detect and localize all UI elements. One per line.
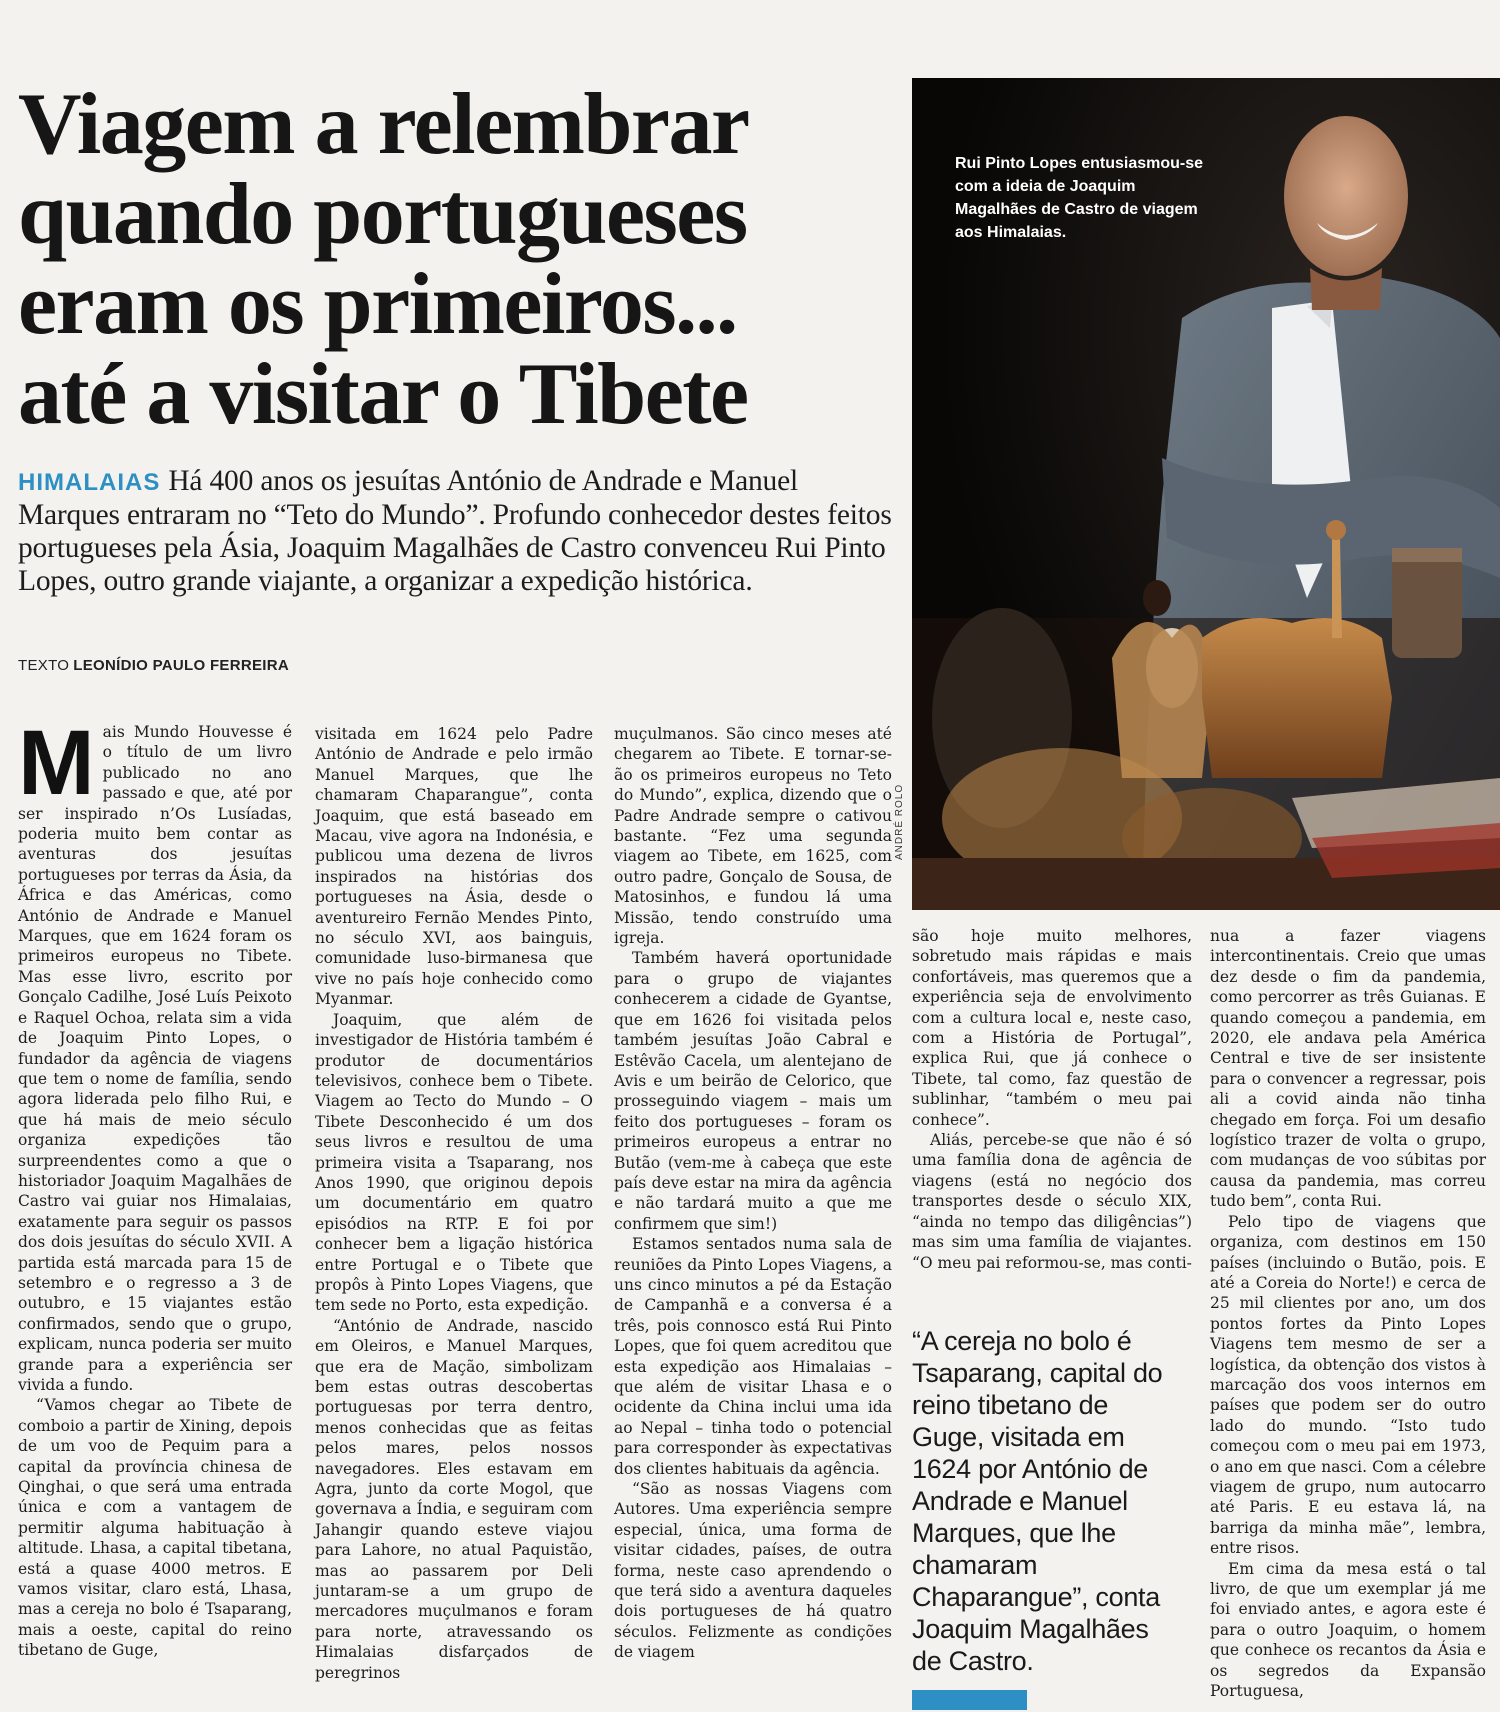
- standfirst: [18, 465, 894, 598]
- body-paragraph: Em cima da mesa está o tal livro, de que um exemplar já me foi enviado antes, e agora este é para o outro Joaquim, o homem que conhece os recantos da Ásia e os segredos da Expansão Portuguesa,: [1210, 1559, 1486, 1701]
- body-column-1: [18, 712, 292, 1661]
- body-paragraph: Também haverá oportunidade para o grupo de viajantes conhecerem a cidade de Gyantse, que em 1626 foi visitada pelos também jesuítas João Cabral e Estêvão Cacela, um alentejano de Avis e um beirão de Celorico, que prosseguindo viagem – mais um feito dos portugueses – foram os primeiros europeus a entrar no Butão (vem-me à cabeça que este país deve estar na mira da agência e não tardará muito a que me confirmem que sim!): [614, 949, 892, 1233]
- body-column-5: [1210, 926, 1486, 1701]
- body-column-4: [912, 926, 1192, 1273]
- headline-line: até a visitar o Tibete: [18, 346, 748, 443]
- body-paragraph: ais Mundo Houvesse é o título de um livro publicado no ano passado e que, até por ser inspirado n’Os Lusíadas, poderia muito bem contar as aventuras dos jesuítas portugueses por terras da Ásia, da África e das Américas, como António de Andrade e Manuel Marques, que em 1624 foram os primeiros europeus no Tibete. Mas esse livro, escrito por Gonçalo Cadilhe, José Luís Peixoto e Raquel Ochoa, relata sim a vida de Joaquim Pinto Lopes, o fundador da agência de viagens que tem o nome de família, sendo agora liderada pelo filho Rui, e que há mais de meio século organiza expedições tão surpreendentes como a que o historiador Joaquim Magalhães de Castro vai guiar nos Himalaias, exatamente para seguir os passos dos dois jesuítas do século XVII. A partida está marcada para 15 de setembro e o regresso a 3 de outubro, e 15 viajantes estão confirmados, sendo que o grupo, explicam, nunca poderia ser muito grande para a experiência ser vivida a fundo.: [18, 723, 292, 1394]
- standfirst-text: Há 400 anos os jesuítas António de Andrade e Manuel Marques entraram no “Teto do Mundo”. Profundo conhecedor destes feitos portugueses pela Ásia, Joaquim Magalhães de Castro convenceu Rui Pinto Lopes, outro grande viajante, a organizar a expedição histórica.: [18, 465, 892, 597]
- photo-credit: ANDRÉ ROLO: [894, 783, 905, 860]
- pull-quote-accent-bar: [912, 1690, 1027, 1710]
- section-kicker: HIMALAIAS: [18, 469, 161, 496]
- headline-line: Viagem a relembrar: [18, 76, 749, 173]
- body-paragraph: Estamos sentados numa sala de reuniões da Pinto Lopes Viagens, a uns cinco minutos a pé da Estação de Campanhã e a conversa é a três, pois connosco está Rui Pinto Lopes, que foi quem acreditou que esta expedição aos Himalaias – que além de visitar Lhasa e o ocidente da China inclui uma ida ao Nepal – tinha todo o potencial para corresponder às expectativas dos clientes habituais da agência.: [614, 1235, 892, 1478]
- body-paragraph: “Vamos chegar ao Tibete de comboio a partir de Xining, depois de um voo de Pequim para a capital da província chinesa de Qinghai, o que será uma entrada única e com a vantagem de permitir alguma habituação à altitude. Lhasa, a capital tibetana, está a quase 4000 metros. E vamos visitar, claro está, Lhasa, mas a cereja no bolo é Tsaparang, mais a oeste, capital do reino tibetano de Guge,: [18, 1396, 292, 1660]
- body-paragraph: Joaquim, que além de investigador de História também é produtor de documentários televisivos, conhece bem o Tibete. Viagem ao Tecto do Mundo – O Tibete Desconhecido é um dos seus livros e resultou de uma primeira visita a Tsaparang, nos Anos 1990, que originou depois um documentário em quatro episódios na RTP. E foi por conhecer bem a ligação histórica entre Portugal e o Tibete que propôs à Pinto Lopes Viagens, que tem sede no Porto, esta expedição.: [315, 1010, 593, 1315]
- body-paragraph: visitada em 1624 pelo Padre António de Andrade e pelo irmão Manuel Marques, que lhe chamaram Chaparangue”, conta Joaquim, que está baseado em Macau, vive agora na Indonésia, e publicou uma dezena de livros inspirados na histórias dos portugueses na Ásia, desde o aventureiro Fernão Mendes Pinto, no século XVI, aos bainguis, comunidade luso-birmanesa que vive no país hoje conhecido como Myanmar.: [315, 725, 593, 1009]
- body-paragraph: são hoje muito melhores, sobretudo mais rápidas e mais confortáveis, mas queremos que a experiência seja de envolvimento com a cultura local e, neste caso, com a História de Portugal”, explica Rui, que já conhece o Tibete, tal como, faz questão de sublinhar, “também o meu pai conhece”.: [912, 927, 1192, 1129]
- body-paragraph: nua a fazer viagens intercontinentais. Creio que umas dez desde o fim da pandemia, como percorrer as três Guianas. E quando começou a pandemia, em 2020, ele andava pela América Central e tive de ser insistente para o convencer a regressar, pois ali a covid ainda não tinha chegado em força. Foi um desafio logístico trazer de volta o grupo, com mudanças de voo súbitas por causa da pandemia, mas correu tudo bem”, conta Rui.: [1210, 927, 1486, 1211]
- body-paragraph: muçulmanos. São cinco meses até chegarem ao Tibete. E tornar-se-ão os primeiros europeus no Teto do Mundo”, explica, dizendo que o Padre Andrade sempre o cativou bastante. “Fez uma segunda viagem ao Tibete, em 1625, com outro padre, Gonçalo de Sousa, de Matosinhos, e fundou lá uma Missão, tendo construído uma igreja.: [614, 725, 892, 948]
- byline-label: TEXTO: [18, 657, 70, 674]
- body-paragraph: Aliás, percebe-se que não é só uma família dona de agência de viagens (está no negócio dos transportes desde o século XIX, “ainda no tempo das diligências”) mas sim uma família de viajantes. “O meu pai reformou-se, mas conti-: [912, 1131, 1192, 1272]
- headline-line: quando portugueses: [18, 166, 747, 263]
- headline: [18, 76, 898, 443]
- photo-caption: Rui Pinto Lopes entusiasmou-se com a ideia de Joaquim Magalhães de Castro de viagem aos Himalaias.: [955, 155, 1204, 241]
- byline: [18, 657, 289, 674]
- body-paragraph: Pelo tipo de viagens que organiza, com destinos em 150 países (incluindo o Butão, pois. E até a Coreia do Norte!) e cerca de 25 mil clientes por ano, um dos pontos fortes da Pinto Lopes Viagens tem mesmo de ser a logística, da obtenção dos vistos à marcação dos voos internos em países que podem ser do outro lado do mundo. “Isto tudo começou com o meu pai em 1973, o ano em que nasci. Com a célebre viagem de grupo, num autocarro até Paris. E eu estava lá, na barriga da minha mãe”, lembra, entre risos.: [1210, 1212, 1486, 1558]
- pull-quote: “A cereja no bolo é Tsaparang, capital do reino tibetano de Guge, visitada em 1624 por António de Andrade e Manuel Marques, que lhe chamaram Chaparangue”, conta Joaquim Magalhães de Castro.: [912, 1326, 1163, 1676]
- byline-author: LEONÍDIO PAULO FERREIRA: [73, 657, 290, 674]
- drop-cap: M: [18, 712, 95, 814]
- body-column-2: [315, 724, 593, 1683]
- body-paragraph: “António de Andrade, nascido em Oleiros, e Manuel Marques, que era de Mação, simbolizam bem estas outras descobertas portuguesas por terra dentro, menos conhecidas que as feitas pelos mares, pelos nossos navegadores. Eles estavam em Agra, junto da corte Mogol, que governava a Índia, e seguiram com Jahangir quando esteve viajou para Lahore, no atual Paquistão, mas ao passarem por Deli juntaram-se a um grupo de mercadores muçulmanos e foram para norte, atravessando os Himalaias disfarçados de peregrinos: [315, 1316, 593, 1682]
- body-column-3: [614, 724, 892, 1663]
- headline-line: eram os primeiros...: [18, 256, 737, 353]
- body-paragraph: “São as nossas Viagens com Autores. Uma experiência sempre especial, única, uma forma de visitar cidades, países, de outra forma, neste caso aprendendo o que terá sido a aventura daqueles dois portugueses de há quatro séculos. Felizmente as condições de viagem: [614, 1480, 892, 1662]
